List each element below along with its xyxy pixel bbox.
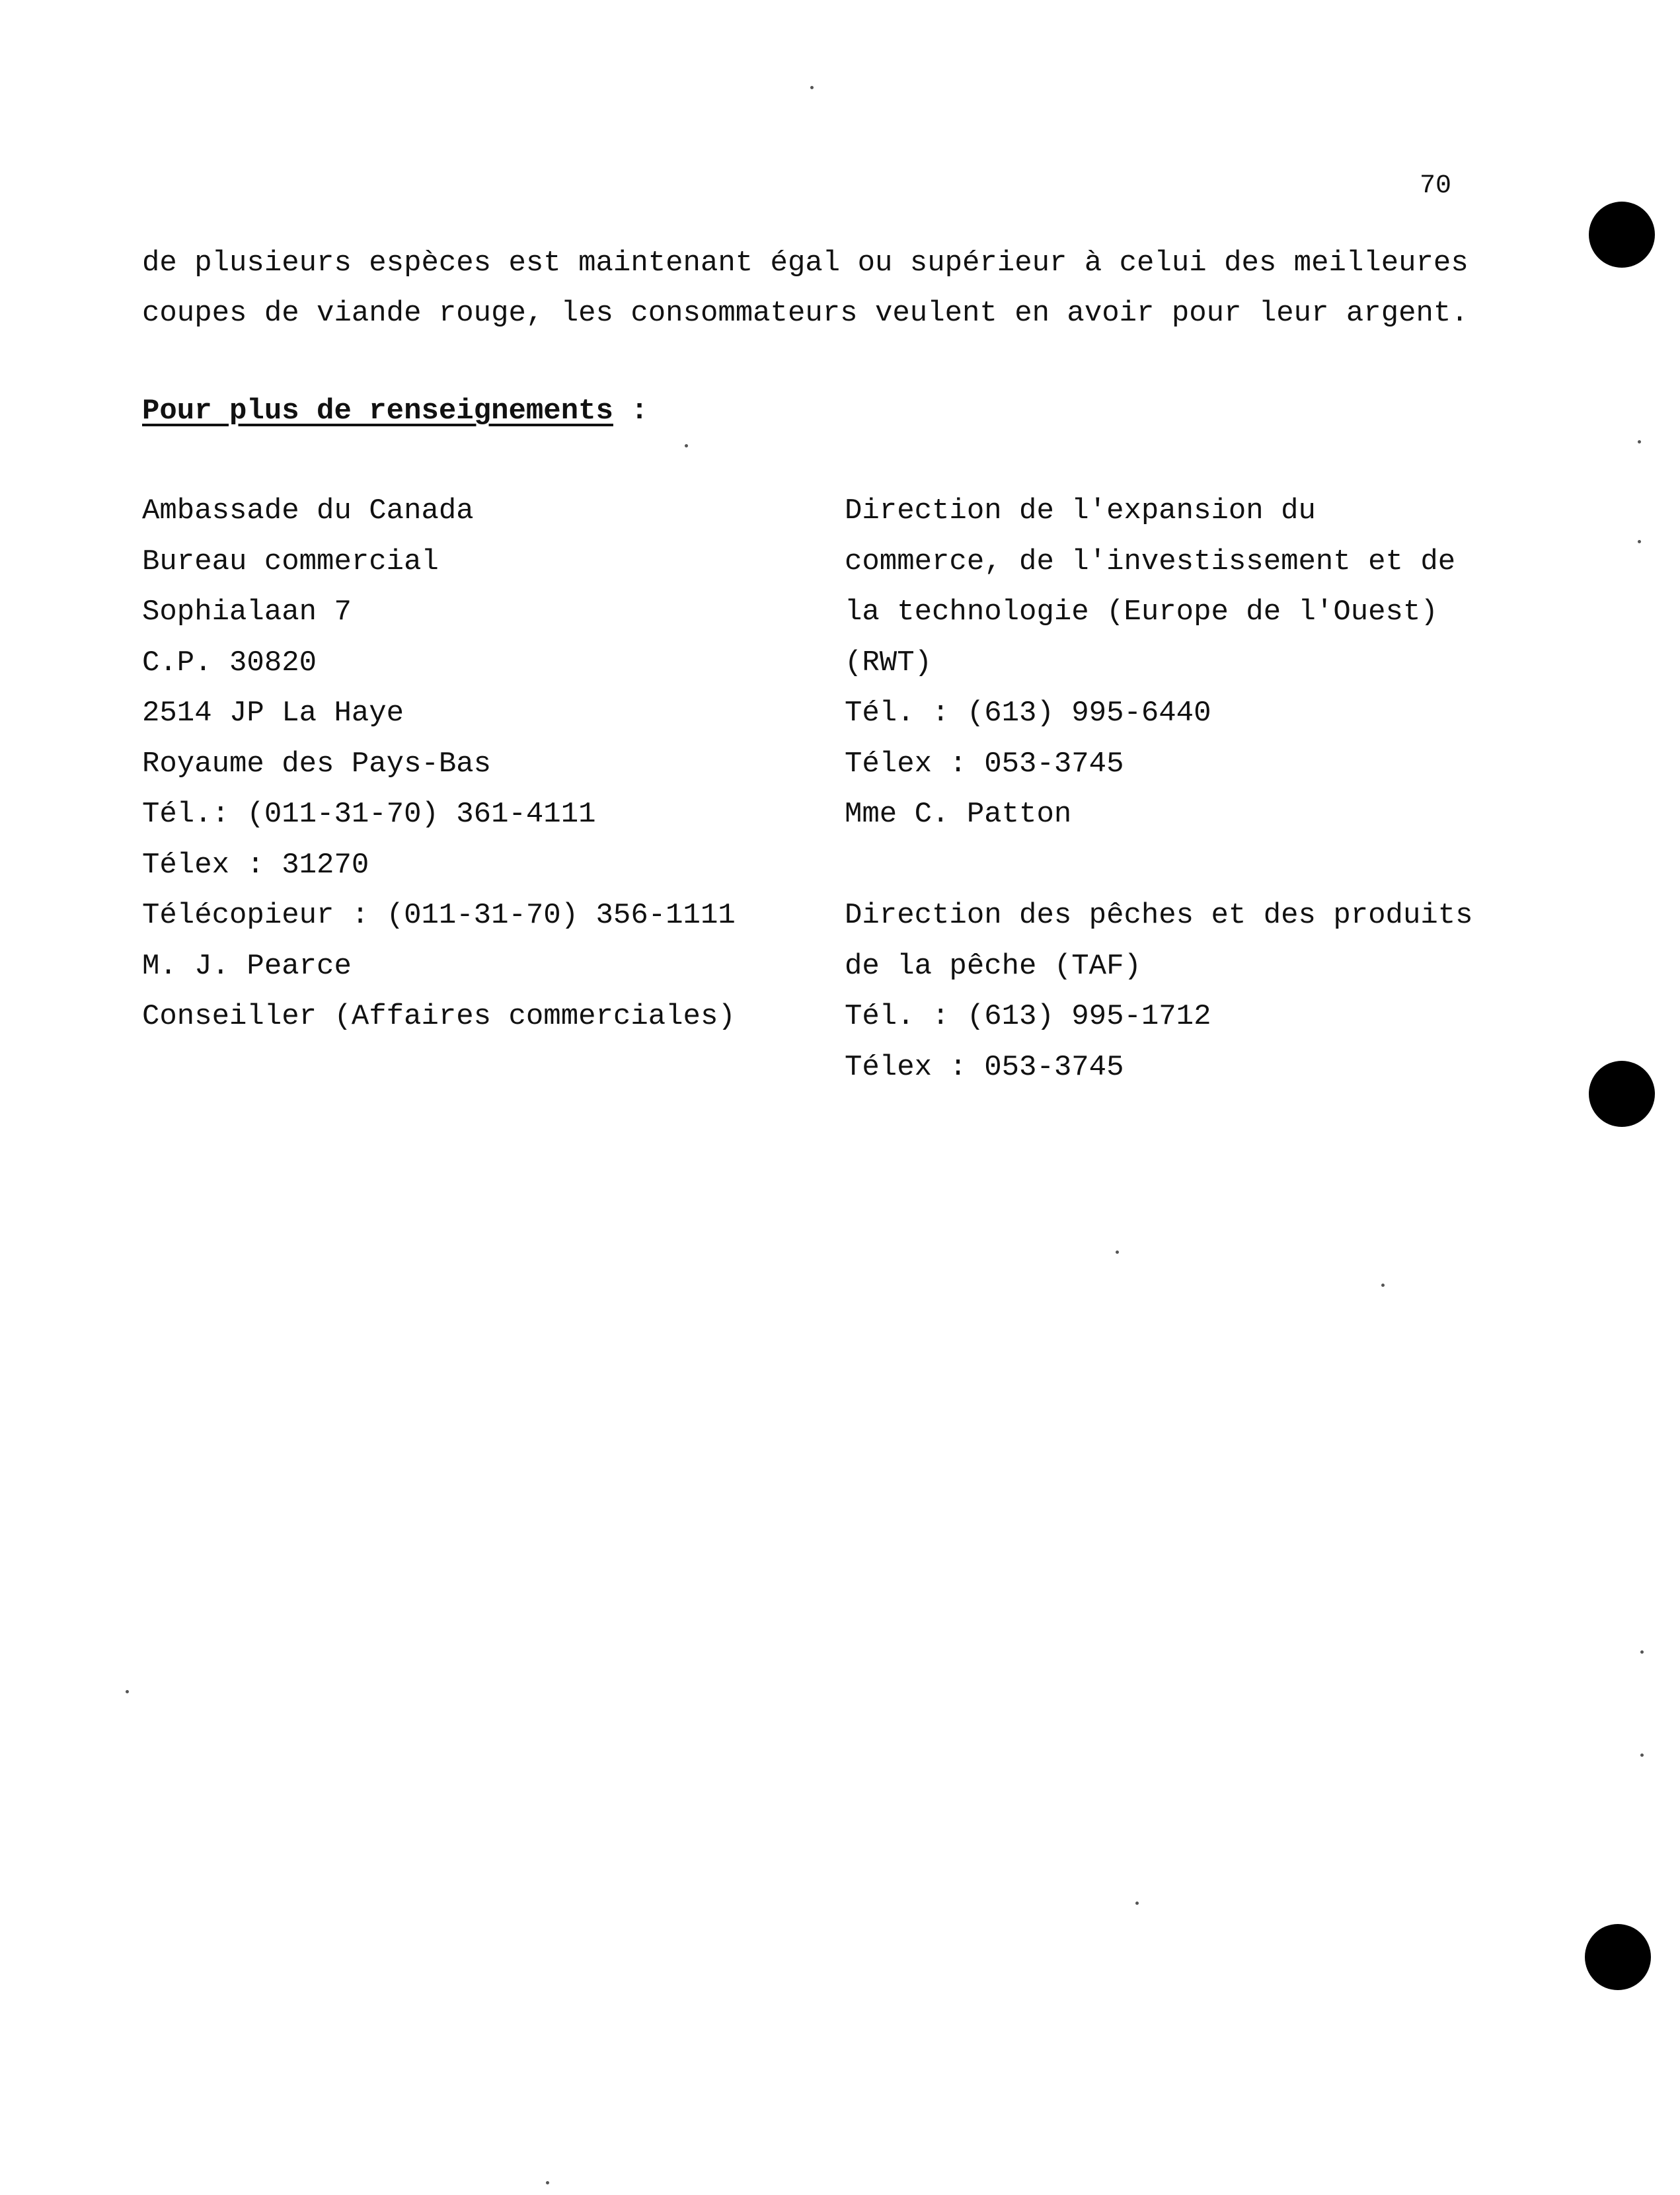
contact-line: C.P. 30820	[142, 646, 317, 679]
scan-speck	[685, 444, 688, 447]
contact-line: Tél. : (613) 995-1712	[845, 1000, 1211, 1033]
contact-line: Conseiller (Affaires commerciales)	[142, 1000, 736, 1033]
scan-speck	[126, 1690, 129, 1693]
contact-line: Royaume des Pays-Bas	[142, 747, 492, 781]
scan-speck	[1135, 1902, 1139, 1905]
paragraph-line: coupes de viande rouge, les consommateurs veulent en avoir pour leur argent.	[142, 297, 1469, 330]
punch-hole	[1589, 202, 1655, 268]
paragraph-line: de plusieurs espèces est maintenant égal ou supérieur à celui des meilleures	[142, 247, 1469, 280]
section-heading-text: Pour plus de renseignements	[142, 395, 613, 428]
contact-line: Sophialaan 7	[142, 596, 352, 629]
contact-line: Ambassade du Canada	[142, 494, 474, 527]
contact-line: Télex : 053-3745	[845, 1050, 1124, 1084]
contact-line: (RWT)	[845, 646, 933, 679]
scan-speck	[1640, 1650, 1644, 1654]
contact-line: Tél. : (613) 995-6440	[845, 697, 1211, 730]
contact-embassy	[142, 486, 829, 1042]
section-heading	[142, 391, 648, 431]
contact-line: Mme C. Patton	[845, 798, 1072, 831]
section-heading-colon: :	[613, 395, 648, 428]
scan-speck	[1381, 1284, 1385, 1287]
contact-directions	[845, 486, 1479, 1093]
blank-line	[845, 840, 1479, 891]
contact-line: M. J. Pearce	[142, 949, 352, 983]
scan-speck	[1116, 1251, 1119, 1254]
page-number: 70	[1420, 171, 1452, 201]
contact-line: Direction des pêches et des produits	[845, 899, 1473, 932]
scan-speck	[546, 2181, 549, 2184]
contact-line: Télécopieur : (011-31-70) 356-1111	[142, 899, 736, 932]
contact-line: Télex : 31270	[142, 848, 369, 882]
contact-line: Télex : 053-3745	[845, 747, 1124, 781]
scan-speck	[810, 86, 814, 89]
punch-hole	[1585, 1924, 1651, 1990]
contact-line: Direction de l'expansion du	[845, 494, 1316, 527]
punch-hole	[1589, 1061, 1655, 1127]
contact-line: Bureau commercial	[142, 545, 439, 578]
contact-line: Tél.: (011-31-70) 361-4111	[142, 798, 596, 831]
contact-line: la technologie (Europe de l'Ouest)	[845, 596, 1438, 629]
scan-speck	[1638, 440, 1641, 443]
scan-speck	[1640, 1753, 1644, 1757]
contact-line: de la pêche (TAF)	[845, 949, 1141, 983]
scan-speck	[1638, 540, 1641, 543]
contact-line: 2514 JP La Haye	[142, 697, 404, 730]
body-paragraph	[142, 238, 1469, 338]
contact-line: commerce, de l'investissement et de	[845, 545, 1456, 578]
